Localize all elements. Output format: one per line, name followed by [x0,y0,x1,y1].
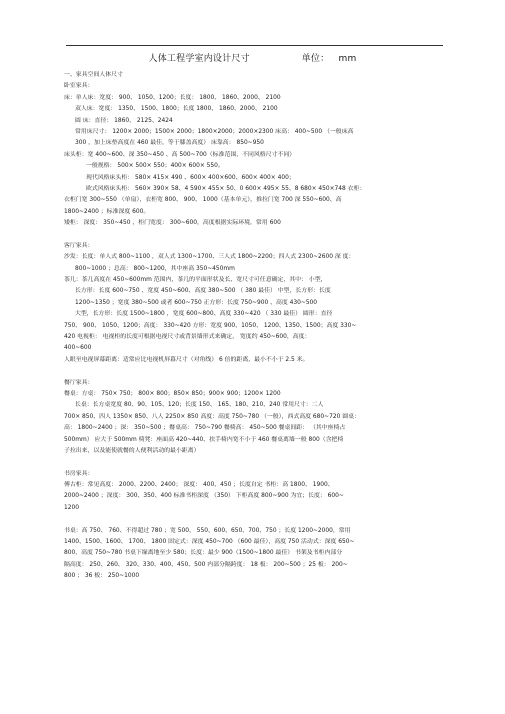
text-line: 餐厅家具： [64,379,94,386]
text-line: 长方形：长度 600~750 、宽度 450~600、高度 380~500 （ 380 最佳） 中型，长方形：长度 [75,288,331,295]
text-line: 2000~2400 ；深度： 300、350、400 标准书柜深度 （350） 下柜高度 800~900 为宜；长度： 600~ [64,493,344,500]
blank-line [64,366,446,377]
text-line: 700× 850、四人 1350× 850、八人 2250× 850 高度：高度 750~780 （一般），西式高度 680~720 圆桌： [64,413,360,420]
text-line: 人眼至电视屏幕距离：适常应比电视机屏幕尺寸（对角线） 6 倍的距离，最小不小于 2.5 米。 [64,356,309,363]
text-line: 书房家具： [64,470,94,477]
text-line: 300 ，加上床垫高度在 460 最佳，等于膝盖高度） 床靠高： 850~950 [75,140,264,147]
document-body [64,70,446,583]
text-line: 床头柜：宽 400~600、深 350~450 、高 500~700（标准范围，不同风格尺寸不同） [64,151,296,158]
text-line: 子拉出来，以及能使就餐的人便利活动的最小距离） [64,447,200,454]
text-line: 750、 900、 1050、1200；高度： 330~420 方形：宽度 900、1050、 1200、1350、1500；高度 330~ [64,322,357,329]
text-line: 1200~1350 ；宽度 380~500 或者 600~750 正方形：长度 750~900 、高度 430~500 [75,299,318,306]
text-line: 800 ； 36 板： 250~1000 [64,573,140,580]
text-line: 400~600 [64,345,92,352]
text-line: 一般规格： 500× 500× 550；400× 600× 550。 [86,163,224,170]
text-line: 大型，长方形：长度 1500~1800 ，宽度 600~800、高度 330~420 （ 330 最佳） 圆形：直径 [75,311,333,318]
text-line: 一、家具空间人体尺寸 [64,72,123,78]
text-line: 衣柜门宽 300~550 （单扇），衣柜宽 800、 900、 1000（基本单元），推拉门宽 700 深 550~600、高 [64,197,342,204]
text-line: 矮柜： 深度： 350~450 ，柜门宽度： 300~600，高度根据实际环境，常用 600 [64,220,281,227]
text-line: 双人床：宽度： 1350、 1500、1800；长度 1800、 1860、2000、 2100 [75,106,278,113]
text-line: 圆 床：直径： 1860、 2125、2424 [75,117,173,124]
text-line: 1200 [64,504,79,511]
unit-label: 单位： mm [301,54,357,64]
text-line: 沙发：长度：单人式 800~1100 ，双人式 1300~1700、三人式 1800~2200；四人式 2300~2600 深 度： [64,254,355,261]
text-line: 书桌：高 750、 760、不得超过 780 ；宽 500、 550、600、650、700、750 ；长度 1200~2000，常用 [64,527,351,534]
document-title: 人体工程学室内设计尺寸 [148,54,250,64]
text-line: 1400、1500、1600、 1700、 1800 固定式：深度 450~700 （600 最佳），高度 750 活动式：深度 650~ [64,539,355,546]
text-line: 餐桌：方桌： 750× 750； 800× 800；850× 850；900× 900；1200× 1200 [64,390,281,397]
text-line: 高： 1800~2400 ；深： 350~500 ；餐桌高： 750~790 餐椅高： 450~500 餐桌间距： （其中座椅占 [64,425,346,432]
text-line: 800~1000 ；总高： 800~1200，其中座高 350~450mm [75,265,235,272]
text-line: 床：单人床：宽度： 900、 1050、1200；长度： 1800、 1860、2000、 2100 [64,94,281,101]
text-line: 800，高度 750~780 书桌下缘离地至少 580；长度：最少 900（1500~1800 最佳） 书架及书柜内部分 [64,550,343,557]
text-line: 欧式风格床头柜： 560× 390× 58、4 590× 455× 50、0 600× 495× 55、8 680× 450×748 衣柜： [86,185,366,192]
text-line: 1800~2400 ；标准深度 600。 [64,208,150,215]
text-line: 现代风格床头柜： 580× 415× 490 、600× 400×600、600× 400× 400； [86,174,295,181]
blank-line [64,457,446,468]
document-title-row [0,51,505,64]
text-line: 420 电视柜： 电视柜的长度可根据电视尺寸或背景墙形式来确定， 宽度约 450~600，高度： [64,333,311,340]
text-line: 卧室家具： [64,83,94,90]
text-line: 傅古柜：常见高度： 2000、2200、2400； 深度： 400、450 ；长度自定 书柜：高 1800、 1900、 [64,482,334,489]
text-line: 隔高度： 250、260、 320、330、400、450、500 内部分隔跨度： 18 板： 200~500 ；25 板： 200~ [64,561,348,568]
header-rule [66,45,443,46]
text-line: 500mm） 应大于 500mm 椅凳：座面高 420~440、扶手椅内宽不小于 460 餐桌离墙一般 800（含把椅 [64,436,344,443]
blank-line [64,229,446,240]
blank-line [64,514,446,525]
text-line: 客厅家具： [64,242,94,249]
text-line: 常用床尺寸： 1200× 2000；1500× 2000；1800×2000；2000×2300 床高： 400~500 （一般床高 [75,128,354,135]
text-line: 长桌：长方桌宽度 80、90、105、120；长度 150、 165、180、210、240 常用尺寸：二人 [75,402,324,409]
text-line: 茶几：茶几高度在 450~600mm 范围内，茶几的平面形状及长、宽尺寸可任意确定，其中： 小型， [64,277,327,284]
